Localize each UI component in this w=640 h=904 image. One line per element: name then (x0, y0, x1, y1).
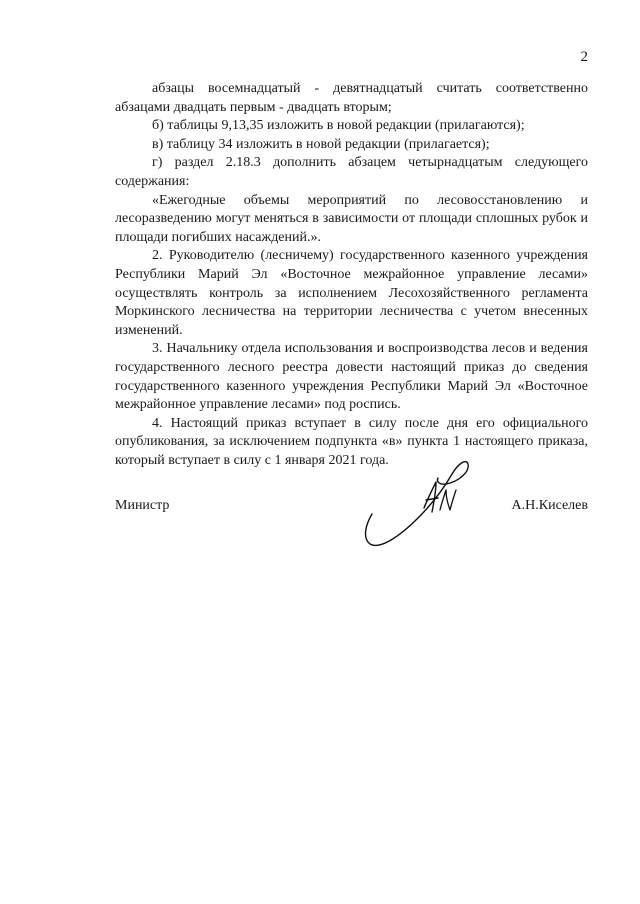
signature-stroke-main (366, 462, 469, 546)
signature-stroke-n (440, 490, 456, 510)
document-body (115, 80, 588, 470)
paragraph-item-g: г) раздел 2.18.3 дополнить абзацем четырнадцатым следующего содержания: (115, 155, 588, 189)
signatory-name: А.Н.Киселев (511, 498, 588, 513)
paragraph-item-b: б) таблицы 9,13,35 изложить в новой редакции (прилагаются); (152, 118, 525, 134)
paragraph-point-3: 3. Начальнику отдела использования и воспроизводства лесов и ведения государственного лесного реестра довести настоящий приказ до сведения государственного казенного учреждения Республики Марий Эл «Восточное межрайонное управление лесами» под роспись. (115, 341, 588, 413)
paragraph-renumbering: абзацы восемнадцатый - девятнадцатый считать соответственно абзацами двадцать первым - двадцать вторым; (115, 81, 588, 115)
signature-block (115, 497, 588, 521)
signatory-title: Министр (115, 498, 170, 513)
paragraph-point-4: 4. Настоящий приказ вступает в силу после дня его официального опубликования, за исключением подпункта «в» пункта 1 настоящего приказа, который вступает в силу с 1 января 2021 года. (115, 415, 588, 468)
page-number: 2 (580, 49, 588, 65)
paragraph-point-2: 2. Руководителю (лесничему) государственного казенного учреждения Республики Марий Эл «Восточное межрайонное управление лесами» осуществлять контроль за исполнением Лесохозяйственного регламента Моркинского лесничества на территории лесничества с учетом внесенных изменений. (115, 248, 588, 338)
handwritten-signature (360, 452, 472, 552)
paragraph-quote: «Ежегодные объемы мероприятий по лесовосстановлению и лесоразведению могут меняться в зависимости от площади сплошных рубок и площади погибших насаждений.». (115, 192, 588, 245)
paragraph-item-v: в) таблицу 34 изложить в новой редакции (прилагается); (152, 136, 490, 152)
